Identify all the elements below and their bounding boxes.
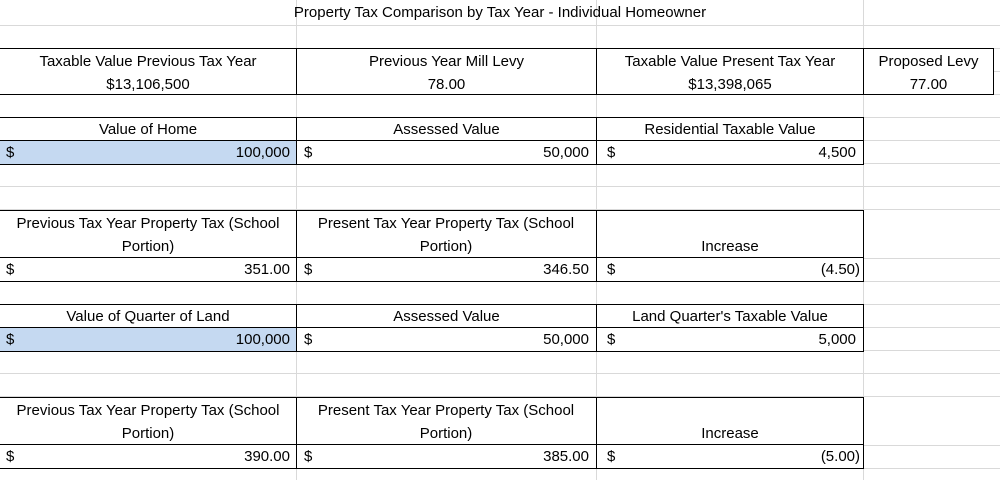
land-increase-cell[interactable]: [597, 445, 864, 469]
home-assessed-label: Assessed Value: [393, 121, 500, 138]
home-assessed: 50,000: [543, 144, 589, 161]
home-value: 100,000: [235, 144, 290, 161]
land-prev-tax-label-cell[interactable]: [0, 397, 297, 445]
currency-symbol: $: [607, 448, 616, 465]
home-taxable-label: Residential Taxable Value: [644, 121, 816, 138]
home-value-cell[interactable]: [0, 141, 297, 165]
land-increase-label-cell[interactable]: [597, 397, 864, 445]
top-cell-proposed-levy[interactable]: [864, 48, 994, 95]
currency-symbol: $: [607, 261, 616, 278]
land-prev-tax-label: Previous Tax Year Property Tax (School Portion): [16, 402, 280, 442]
top-header-present-taxable: Taxable Value Present Tax Year: [624, 53, 836, 70]
land-assessed-cell[interactable]: [297, 328, 597, 352]
home-present-tax-label: Present Tax Year Property Tax (School Portion): [317, 215, 575, 255]
currency-symbol: $: [6, 261, 15, 278]
land-prev-tax: 390.00: [244, 448, 290, 465]
land-increase-label: Increase: [701, 425, 759, 442]
home-present-tax-cell[interactable]: [297, 258, 597, 282]
home-present-tax: 346.50: [543, 261, 589, 278]
home-taxable-cell[interactable]: [597, 141, 864, 165]
home-prev-tax: 351.00: [244, 261, 290, 278]
top-value-prev-taxable: $13,106,500: [106, 76, 190, 93]
land-increase: (5.00): [820, 448, 860, 465]
currency-symbol: $: [607, 331, 616, 348]
land-value-cell[interactable]: [0, 328, 297, 352]
currency-symbol: $: [304, 144, 313, 161]
land-value-label-cell[interactable]: [0, 304, 297, 328]
top-header-prev-levy: Previous Year Mill Levy: [368, 53, 525, 70]
top-cell-prev-levy[interactable]: [297, 48, 597, 95]
land-taxable-label-cell[interactable]: [597, 304, 864, 328]
land-taxable: 5,000: [818, 331, 856, 348]
land-taxable-label: Land Quarter's Taxable Value: [632, 308, 828, 325]
land-assessed-label-cell[interactable]: [297, 304, 597, 328]
land-present-tax-label: Present Tax Year Property Tax (School Portion): [317, 402, 575, 442]
currency-symbol: $: [304, 448, 313, 465]
sheet-title: Property Tax Comparison by Tax Year - Individual Homeowner: [293, 4, 707, 21]
home-value-label: Value of Home: [98, 121, 198, 138]
home-prev-tax-cell[interactable]: [0, 258, 297, 282]
home-increase: (4.50): [820, 261, 860, 278]
home-increase-cell[interactable]: [597, 258, 864, 282]
land-value: 100,000: [235, 331, 290, 348]
top-cell-prev-taxable[interactable]: [0, 48, 297, 95]
land-assessed-label: Assessed Value: [393, 308, 500, 325]
currency-symbol: $: [6, 331, 15, 348]
top-cell-present-taxable[interactable]: [597, 48, 864, 95]
home-assessed-label-cell[interactable]: [297, 117, 597, 141]
home-increase-label-cell[interactable]: [597, 210, 864, 258]
home-taxable-label-cell[interactable]: [597, 117, 864, 141]
home-value-label-cell[interactable]: [0, 117, 297, 141]
land-present-tax-label-cell[interactable]: [297, 397, 597, 445]
top-value-present-taxable: $13,398,065: [688, 76, 772, 93]
home-taxable: 4,500: [818, 144, 856, 161]
home-assessed-cell[interactable]: [297, 141, 597, 165]
land-assessed: 50,000: [543, 331, 589, 348]
top-header-prev-taxable: Taxable Value Previous Tax Year: [39, 53, 257, 70]
land-present-tax-cell[interactable]: [297, 445, 597, 469]
land-prev-tax-cell[interactable]: [0, 445, 297, 469]
top-value-proposed-levy: 77.00: [909, 76, 948, 93]
home-prev-tax-label-cell[interactable]: [0, 210, 297, 258]
currency-symbol: $: [6, 144, 15, 161]
land-value-label: Value of Quarter of Land: [66, 308, 230, 325]
home-present-tax-label-cell[interactable]: [297, 210, 597, 258]
home-increase-label: Increase: [701, 238, 759, 255]
currency-symbol: $: [304, 331, 313, 348]
home-prev-tax-label: Previous Tax Year Property Tax (School Portion): [16, 215, 280, 255]
land-present-tax: 385.00: [543, 448, 589, 465]
currency-symbol: $: [607, 144, 616, 161]
currency-symbol: $: [6, 448, 15, 465]
top-header-proposed-levy: Proposed Levy: [878, 53, 979, 70]
top-value-prev-levy: 78.00: [427, 76, 466, 93]
land-taxable-cell[interactable]: [597, 328, 864, 352]
currency-symbol: $: [304, 261, 313, 278]
